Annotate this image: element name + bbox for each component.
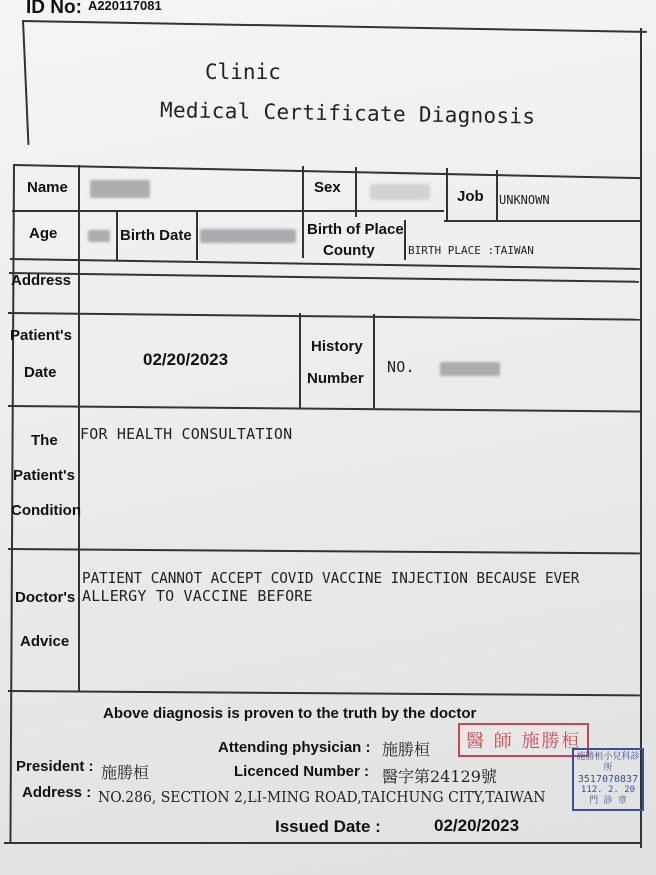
president-label: President : — [16, 758, 94, 775]
history-right-line — [373, 314, 375, 409]
id-value: A220117081 — [87, 0, 162, 13]
birth-place-label-1: Birth of Place — [307, 221, 404, 238]
licence-value: 醫字第24129號 — [382, 767, 497, 786]
birthdate-value-line — [196, 212, 198, 260]
document-title: Medical Certificate Diagnosis — [159, 98, 536, 129]
address-footer-label: Address : — [22, 784, 92, 801]
row-line-6 — [8, 405, 640, 412]
clinic-seal-line-2: 3517070837 — [577, 774, 639, 785]
history-left-line — [299, 313, 301, 408]
address-footer-value: NO.286, SECTION 2,LI-MING ROAD,TAICHUNG CITY,TAIWAN — [98, 788, 546, 806]
history-value-prefix: NO. — [387, 358, 415, 376]
sex-redaction — [370, 184, 430, 200]
clinic-seal-line-4: 門 診 章 — [589, 796, 627, 806]
attending-value: 施勝桓 — [382, 740, 431, 759]
history-redaction — [440, 362, 500, 376]
id-label: ID No: — [26, 0, 82, 18]
condition-value: FOR HEALTH CONSULTATION — [80, 425, 293, 443]
bottom-line — [4, 842, 640, 844]
history-label-1: History — [311, 338, 363, 355]
row-line-8 — [8, 690, 640, 696]
name-redaction — [90, 180, 150, 198]
advice-line-1: PATIENT CANNOT ACCEPT COVID VACCINE INJECTION BECAUSE EVER — [82, 569, 580, 587]
advice-line-2: ALLERGY TO VACCINE BEFORE — [82, 587, 313, 605]
issued-label: Issued Date : — [275, 817, 381, 836]
age-redaction — [88, 230, 110, 242]
job-value: UNKNOWN — [499, 193, 550, 207]
row-line-7 — [8, 548, 640, 554]
advice-label-2: Advice — [20, 633, 70, 650]
frame-right-border — [640, 28, 642, 848]
birth-date-label: Birth Date — [120, 227, 192, 244]
proof-statement: Above diagnosis is proven to the truth by the doctor — [103, 705, 477, 722]
sex-label: Sex — [314, 179, 341, 196]
patients-date-value: 02/20/2023 — [143, 350, 229, 369]
age-birth-line — [116, 212, 118, 260]
birth-place-value: BIRTH PLACE :TAIWAN — [408, 244, 534, 257]
attending-label: Attending physician : — [218, 739, 371, 756]
row-line-5 — [8, 312, 640, 320]
birthplace-value-line — [404, 220, 406, 260]
row-line-2 — [12, 210, 444, 212]
issued-value: 02/20/2023 — [434, 816, 520, 835]
birth-date-redaction — [200, 229, 296, 243]
age-label: Age — [29, 225, 58, 242]
president-value: 施勝桓 — [101, 763, 150, 782]
row-line-2b — [444, 220, 642, 222]
address-label: Address — [11, 272, 72, 289]
clinic-seal-line-3: 112. 2. 20 — [580, 785, 636, 795]
patients-date-label-1: Patient's — [10, 327, 72, 344]
row-line-1 — [14, 164, 642, 179]
clinic-title: Clinic — [205, 60, 281, 84]
name-label: Name — [27, 179, 68, 196]
advice-label-1: Doctor's — [15, 589, 76, 606]
frame-left-border — [22, 20, 29, 145]
id-number — [26, 0, 162, 19]
clinic-seal — [572, 748, 644, 811]
doctor-seal: 醫 師 施勝桓 — [458, 723, 589, 757]
condition-label-2: Patient's — [13, 467, 75, 484]
clinic-seal-line-1: 施勝桓小兒科診所 — [576, 752, 640, 773]
sex-left-line — [302, 166, 304, 258]
job-left-line — [446, 168, 448, 220]
job-label: Job — [457, 188, 484, 205]
patients-date-label-2: Date — [24, 364, 57, 381]
history-label-2: Number — [307, 370, 364, 387]
job-right-line — [496, 170, 498, 222]
sex-right-line — [355, 167, 357, 217]
condition-label-1: The — [31, 432, 58, 449]
condition-label-3: Condition — [11, 502, 81, 519]
row-line-4 — [9, 272, 639, 282]
row-line-3 — [10, 258, 640, 269]
frame-top-border — [22, 20, 647, 32]
birth-place-label-2: County — [323, 242, 375, 259]
licence-label: Licenced Number : — [234, 763, 370, 780]
